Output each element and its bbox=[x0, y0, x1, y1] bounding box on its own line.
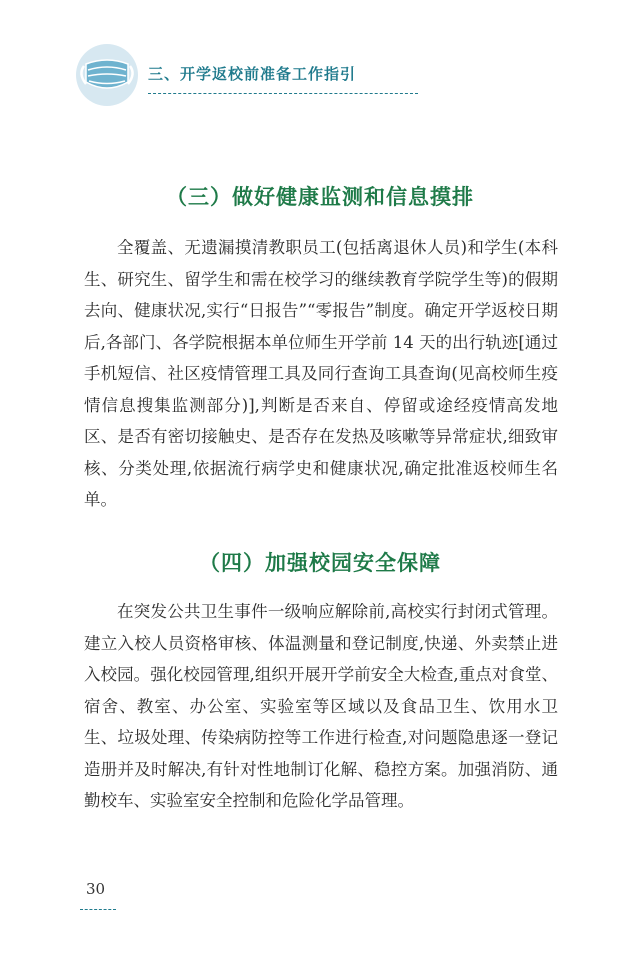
face-mask-icon bbox=[76, 44, 138, 106]
section-title-3: （三）做好健康监测和信息摸排 bbox=[166, 185, 474, 209]
page-number: 30 bbox=[86, 880, 106, 898]
chapter-header bbox=[76, 44, 376, 106]
section-4-paragraph: 在突发公共卫生事件一级响应解除前,高校实行封闭式管理。建立入校人员资格审核、体温测量和登记制度,快递、外卖禁止进入校园。强化校园管理,组织开展开学前安全大检查,重点对食堂、宿舍、教室、办公室、实验室等区域以及食品卫生、饮用水卫生、垃圾处理、传染病防控等工作进行检查,对问题隐患逐一登记造册并及时解决,有针对性地制订化解、稳控方案。加强消防、通勤校车、实验室安全控制和危险化学品管理。 bbox=[84, 602, 558, 810]
section-3-paragraph: 全覆盖、无遗漏摸清教职员工(包括离退休人员)和学生(本科生、研究生、留学生和需在校学习的继续教育学院学生等)的假期去向、健康状况,实行“日报告”“零报告”制度。确定开学返校日期后,各部门、各学院根据本单位师生开学前 14 天的出行轨迹[通过手机短信、社区疫情管理工具及同行查询工具查询(见高校师生疫情信息搜集监测部分)],判断是否来自、停留或途经疫情高发地区、是否有密切接触史、是否存在发热及咳嗽等异常症状,细致审核、分类处理,依据流行病学史和健康状况,确定批准返校师生名单。 bbox=[84, 238, 558, 509]
header-divider bbox=[148, 93, 418, 94]
section-title-4: （四）加强校园安全保障 bbox=[199, 551, 441, 575]
page-number-divider bbox=[80, 909, 116, 910]
chapter-title: 三、开学返校前准备工作指引 bbox=[148, 65, 357, 83]
